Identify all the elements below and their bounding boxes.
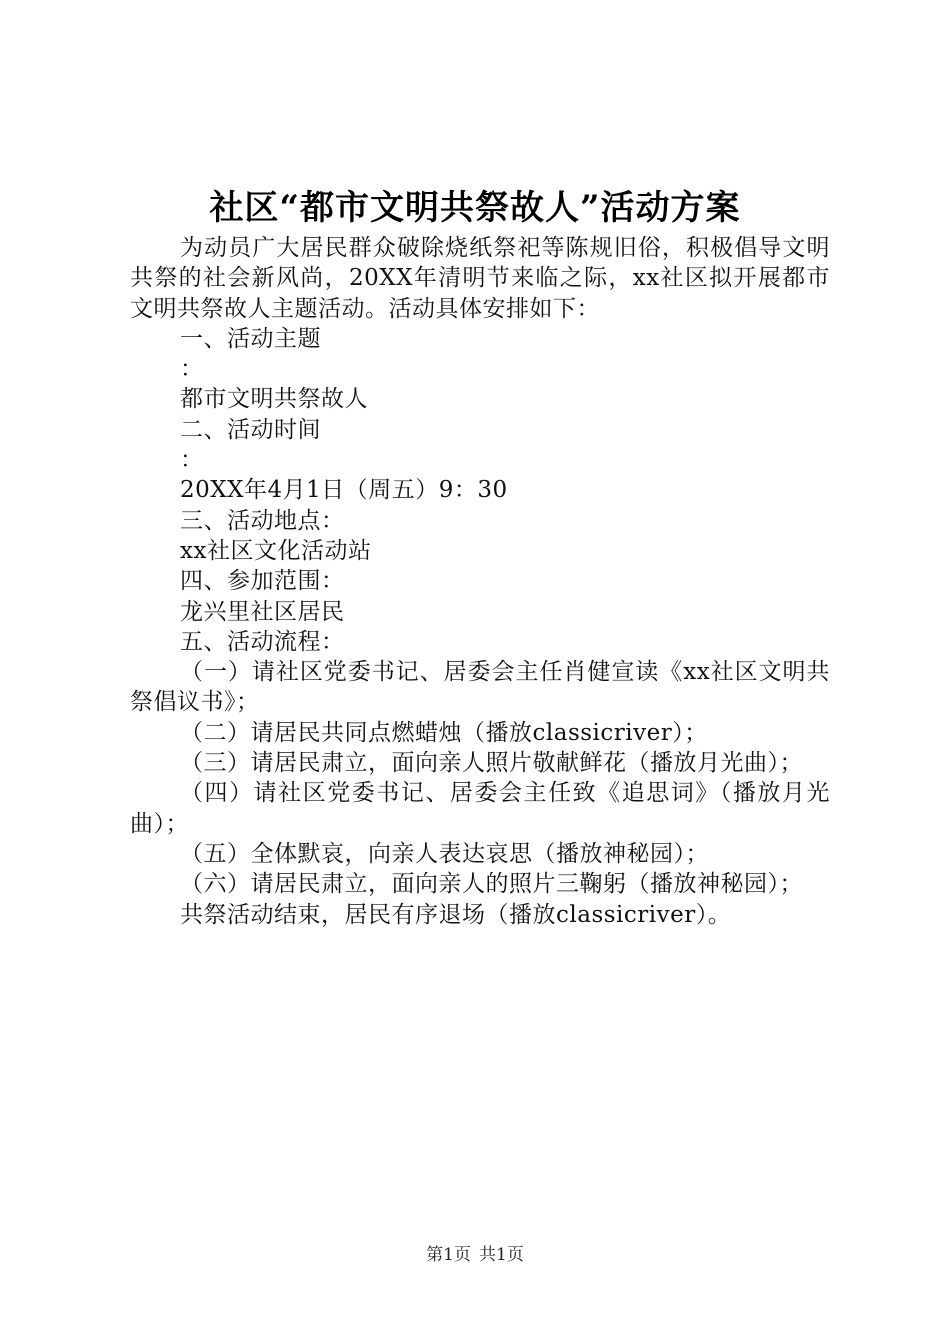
document-body [130,233,830,930]
section-1-colon: ： [180,356,204,383]
section-5-heading: 五、活动流程： [180,628,345,655]
intro-paragraph: 为动员广大居民群众破除烧纸祭祀等陈规旧俗，积极倡导文明共祭的社会新风尚，20XX年清明节来临之际，xx社区拟开展都市文明共祭故人主题活动。活动具体安排如下： [130,235,830,322]
step-item-1: （一）请社区党委书记、居委会主任肖健宣读《xx社区文明共祭倡议书》； [130,659,830,716]
step-item-4: （四）请社区党委书记、居委会主任致《追思词》（播放月光曲）； [130,780,830,837]
document-title: 社区“都市文明共祭故人”活动方案 [209,188,741,228]
page-number: 第1页 [426,1245,471,1265]
closing-line: 共祭活动结束，居民有序退场（播放classicriver）。 [180,901,732,928]
section-4-value: 龙兴里社区居民 [180,598,345,625]
section-2-heading: 二、活动时间 [180,416,321,443]
section-1-value: 都市文明共祭故人 [180,386,368,413]
section-2-value: 20XX年4月1日（周五）9：30 [180,477,508,504]
page-total: 共1页 [479,1245,524,1265]
section-1-heading: 一、活动主题 [180,325,321,352]
section-3-value: xx社区文化活动站 [180,537,372,564]
step-item-2: （二）请居民共同点燃蜡烛（播放classicriver）； [180,719,708,746]
step-item-5: （五）全体默哀，向亲人表达哀思（播放神秘园）； [180,840,709,867]
section-4-heading: 四、参加范围： [180,568,345,595]
section-3-heading: 三、活动地点： [180,507,345,534]
step-item-6: （六）请居民肃立，面向亲人的照片三鞠躬（播放神秘园）； [180,871,803,898]
section-2-colon: ： [180,447,204,474]
page-footer [0,1243,950,1267]
step-item-3: （三）请居民肃立，面向亲人照片敬献鲜花（播放月光曲）； [180,750,803,777]
